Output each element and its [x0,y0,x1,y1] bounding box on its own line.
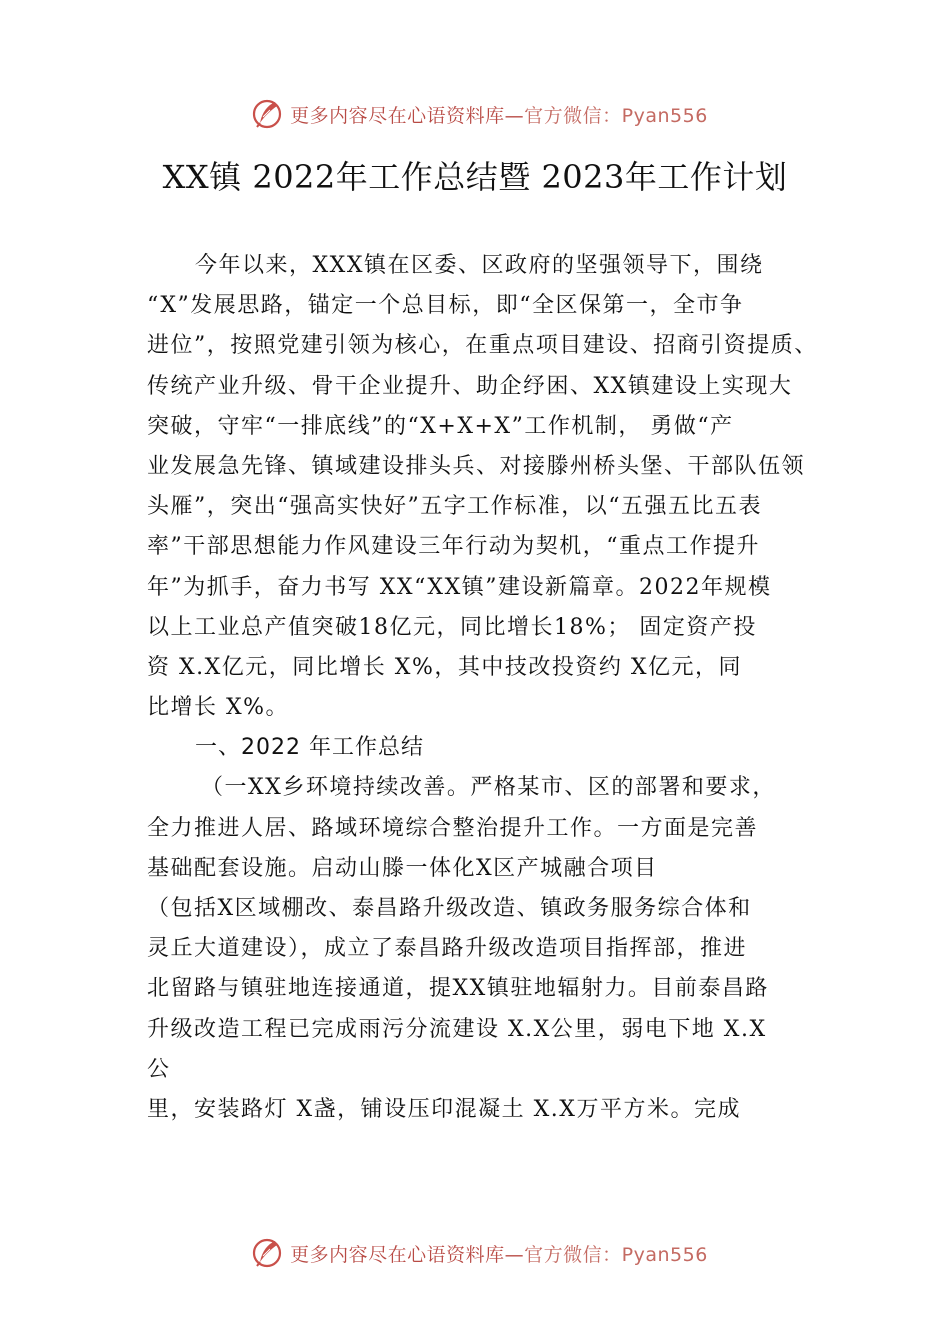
body-line: 全力推进人居、路域环境综合整治提升工作。一方面是完善 [147,815,759,841]
body-line: 资 X.X亿元，同比增长 X%，其中技改投资约 X亿元，同 [147,654,743,680]
banner-dash: — [504,104,525,127]
body-line: 以上工业总产值突破18亿元，同比增长18%； 固定资产投 [147,614,757,640]
banner-library-name: 更多内容尽在心语资料库 [290,1243,505,1266]
body-line: 里，安装路灯 X盏，铺设压印混凝土 X.X万平方米。完成 [147,1096,741,1122]
document-title: XX镇 2022年工作总结暨 2023年工作计划 [162,158,788,196]
banner-text [290,101,708,128]
body-line: 比增长 X%。 [147,695,290,721]
body-line: “X”发展思路，锚定一个总目标，即“全区保第一，全市争 [147,293,744,319]
banner-text [290,1240,708,1267]
body-line: 突破，守牢“一排底线”的“X+X+X”工作机制， 勇做“产 [147,413,734,439]
banner-content [250,1236,708,1270]
feather-quill-logo-icon [250,97,284,131]
feather-quill-logo-icon [250,1236,284,1270]
document-body [147,246,847,1130]
body-line: 北留路与镇驻地连接通道，提XX镇驻地辐射力。目前泰昌路 [147,976,769,1002]
body-line: 头雁”，突出“强高实快好”五字工作标准，以“五强五比五表 [147,494,762,520]
body-line: 业发展急先锋、镇域建设排头兵、对接滕州桥头堡、干部队伍领 [147,453,806,479]
banner-dash: — [504,1243,525,1266]
body-line: 基础配套设施。启动山滕一体化X区产城融合项目 [147,855,658,881]
body-line: 今年以来，XXX镇在区委、区政府的坚强领导下，围绕 [195,253,764,278]
body-line: 公 [147,1056,171,1082]
top-watermark-banner [0,94,950,134]
body-line: （包括X区域棚改、泰昌路升级改造、镇政务服务综合体和 [147,896,752,921]
body-line: 传统产业升级、骨干企业提升、助企纾困、XX镇建设上实现大 [147,373,793,399]
bottom-watermark-banner [0,1233,950,1273]
banner-wechat: 官方微信：Pyan556 [524,1243,708,1266]
banner-wechat: 官方微信：Pyan556 [524,104,708,127]
body-line: 年”为抓手，奋力书写 XX“XX镇”建设新篇章。2022年规模 [147,574,772,600]
body-line: 率”干部思想能力作风建设三年行动为契机，“重点工作提升 [147,534,760,560]
body-line: （一XX乡环境持续改善。严格某市、区的部署和要求， [201,775,776,801]
banner-library-name: 更多内容尽在心语资料库 [290,104,505,127]
body-line: 灵丘大道建设），成立了泰昌路升级改造项目指挥部，推进 [147,936,748,962]
banner-content [250,97,708,131]
section-heading: 一、2022 年工作总结 [195,735,424,761]
body-line: 升级改造工程已完成雨污分流建设 X.X公里，弱电下地 X.X [147,1016,767,1042]
body-line: 进位”，按照党建引领为核心，在重点项目建设、招商引资提质、 [147,333,818,359]
